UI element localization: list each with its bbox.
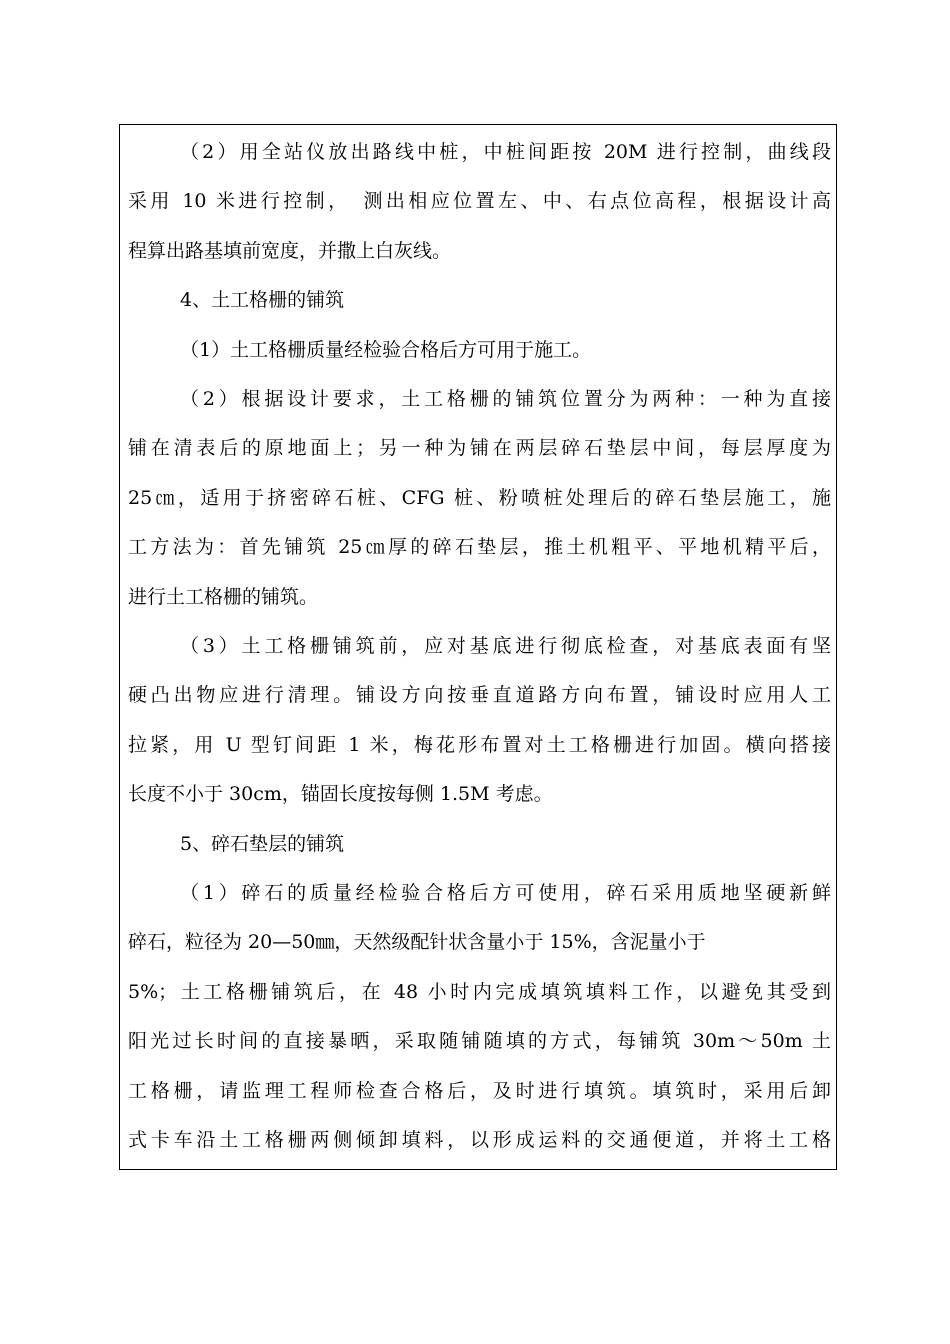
text-line: （1）碎石的质量经检验合格后方可使用，碎石采用质地坚硬新鲜 xyxy=(180,882,831,904)
text-line: 工方法为：首先铺筑 25㎝厚的碎石垫层，推土机粗平、平地机精平后， xyxy=(128,536,831,559)
text-line: 采用 10 米进行控制， 测出相应位置左、中、右点位高程，根据设计高 xyxy=(128,190,831,213)
text-line: （2）根据设计要求，土工格栅的铺筑位置分为两种：一种为直接 xyxy=(180,388,831,410)
text-line: 工格栅，请监理工程师检查合格后，及时进行填筑。填筑时，采用后卸 xyxy=(128,1079,831,1102)
text-line: 5、碎石垫层的铺筑 xyxy=(180,832,345,855)
text-line: （3）土工格栅铺筑前，应对基底进行彻底检查，对基底表面有坚 xyxy=(180,635,831,657)
text-line: 式卡车沿土工格栅两侧倾卸填料，以形成运料的交通便道，并将土工格 xyxy=(128,1129,831,1151)
text-line: 程算出路基填前宽度，并撒上白灰线。 xyxy=(128,239,452,262)
text-line: 5%；土工格栅铺筑后，在 48 小时内完成填筑填料工作，以避免其受到 xyxy=(128,980,831,1003)
text-line: 阳光过长时间的直接暴晒，采取随铺随填的方式，每铺筑 30m～50m 土 xyxy=(128,1030,831,1053)
text-line: 长度不小于 30cm，锚固长度按每侧 1.5M 考虑。 xyxy=(128,783,553,806)
text-line: 碎石，粒径为 20—50㎜，天然级配针状含量小于 15%，含泥量小于 xyxy=(128,931,706,954)
text-line: 拉紧，用 U 型钉间距 1 米，梅花形布置对土工格栅进行加固。横向搭接 xyxy=(128,733,831,756)
text-line: 铺在清表后的原地面上；另一种为铺在两层碎石垫层中间，每层厚度为 xyxy=(128,437,831,460)
text-line: 硬凸出物应进行清理。铺设方向按垂直道路方向布置，铺设时应用人工 xyxy=(128,684,831,707)
text-line: 进行土工格栅的铺筑。 xyxy=(128,585,319,608)
text-line: （2）用全站仪放出路线中桩，中桩间距按 20M 进行控制，曲线段 xyxy=(180,141,831,163)
text-line: 25㎝，适用于挤密碎石桩、CFG 桩、粉喷桩处理后的碎石垫层施工，施 xyxy=(128,486,831,509)
document-frame xyxy=(119,124,837,1170)
text-line: （1）土工格栅质量经检验合格后方可用于施工。 xyxy=(180,338,592,361)
text-line: 4、土工格栅的铺筑 xyxy=(180,289,345,312)
